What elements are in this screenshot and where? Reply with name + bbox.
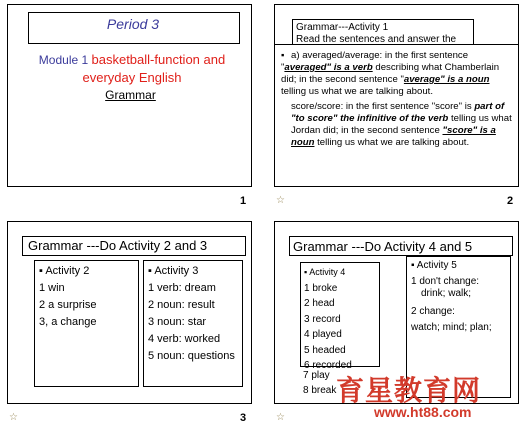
slide-title bbox=[296, 22, 471, 46]
list-item: 2 head bbox=[304, 298, 335, 309]
slide-thumbnail-1[interactable] bbox=[7, 4, 252, 187]
box-heading: ▪ Activity 2 bbox=[39, 265, 90, 277]
slide-title: Grammar ---Do Activity 2 and 3 bbox=[28, 238, 208, 253]
text-run: score/score: in the first sentence "score" is bbox=[291, 101, 475, 112]
list-item: drink; walk; bbox=[421, 288, 472, 299]
list-item: 7 play bbox=[303, 370, 330, 381]
list-item: 5 noun: questions bbox=[148, 350, 235, 362]
title-line-1: Grammar---Activity 1 bbox=[296, 22, 389, 33]
list-item: 8 break bbox=[303, 385, 337, 396]
text-run: describing what Chamberlain did; in the second sentence " bbox=[281, 62, 500, 85]
slide-body bbox=[281, 50, 517, 152]
list-item: 1 win bbox=[39, 282, 65, 294]
list-item: 2 a surprise bbox=[39, 299, 97, 311]
slide-thumbnail-2[interactable] bbox=[274, 4, 519, 187]
title-line-2: Read the sentences and answer the bbox=[296, 34, 457, 45]
activity-4-box bbox=[300, 262, 380, 371]
text-run: a) averaged/average: in the first sentence " bbox=[281, 50, 469, 73]
watermark-logo bbox=[336, 369, 516, 425]
list-item: 2 noun: result bbox=[148, 299, 215, 311]
emphasis-text: averaged" is a verb bbox=[284, 62, 373, 73]
list-item: 3 noun: star bbox=[148, 316, 207, 328]
bullet-icon: ▪ bbox=[281, 50, 285, 61]
module-prefix: Module 1 bbox=[38, 53, 92, 67]
list-item: 4 verb: worked bbox=[148, 333, 221, 345]
slide-transition-star-icon[interactable]: ☆ bbox=[276, 195, 285, 206]
slide-thumbnail-3[interactable] bbox=[7, 221, 252, 404]
module-title: basketball-function and everyday English bbox=[82, 52, 226, 85]
page-number-2: 2 bbox=[507, 195, 514, 207]
list-item: 5 headed bbox=[304, 344, 346, 356]
slide-title: Grammar ---Do Activity 4 and 5 bbox=[293, 239, 473, 254]
emphasis-text: part of "to score" the infinitive of the verb bbox=[291, 101, 505, 124]
slide-title: Period 3 bbox=[106, 16, 160, 32]
paragraph-averaged bbox=[281, 50, 517, 98]
page-number-3: 3 bbox=[240, 412, 247, 424]
list-item: 1 don't change: bbox=[411, 276, 480, 287]
emphasis-text: average" is a noun bbox=[403, 74, 490, 85]
text-run: telling us what Jordan did; in the second sentence bbox=[291, 113, 512, 136]
watermark-url: www.ht88.com bbox=[374, 404, 472, 420]
page-number-1: 1 bbox=[240, 195, 247, 207]
text-run: telling us what we are talking about. bbox=[314, 137, 470, 148]
paragraph-score bbox=[281, 101, 517, 149]
divider bbox=[275, 44, 519, 45]
list-item: 3 record bbox=[304, 313, 341, 325]
watermark-text: 育星教育网 bbox=[336, 375, 482, 406]
slide-transition-star-icon[interactable]: ☆ bbox=[276, 412, 285, 423]
list-item: watch; mind; plan; bbox=[411, 322, 492, 333]
box-heading: ▪ Activity 5 bbox=[411, 260, 457, 271]
slide-subtitle: Grammar bbox=[105, 88, 156, 102]
overflow-items bbox=[303, 368, 336, 398]
list-item: 1 verb: dream bbox=[148, 282, 216, 294]
list-item: 1 broke bbox=[304, 282, 338, 294]
box-heading: ▪ Activity 3 bbox=[148, 265, 199, 277]
activity-2-box bbox=[34, 260, 139, 387]
list-item: 2 change: bbox=[411, 306, 455, 317]
slide-transition-star-icon[interactable]: ☆ bbox=[9, 412, 18, 423]
activity-3-box bbox=[143, 260, 243, 387]
list-item: 3, a change bbox=[39, 316, 97, 328]
list-item: 6 recorded bbox=[304, 360, 352, 371]
text-run: telling us what we are talking about. bbox=[281, 86, 433, 97]
emphasis-text: "score" is a noun bbox=[291, 125, 496, 148]
box-heading: ▪ Activity 4 bbox=[304, 267, 346, 277]
module-heading bbox=[16, 51, 248, 86]
list-item: 4 played bbox=[304, 329, 342, 340]
